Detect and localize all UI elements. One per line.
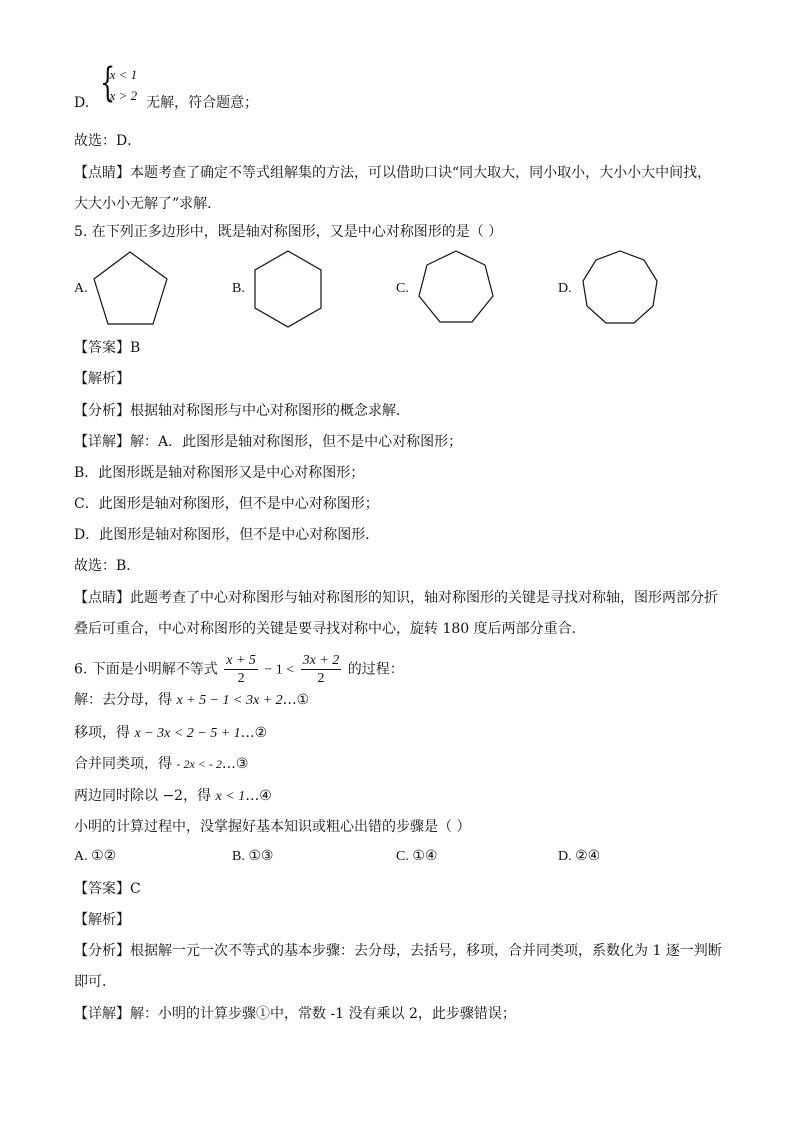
q5-choose: 故选：B． — [74, 558, 141, 574]
q4-option-d-line — [74, 60, 259, 123]
heptagon-figure — [416, 248, 496, 328]
q5-option-b-label: B. — [232, 281, 245, 296]
fraction-2 — [301, 652, 342, 687]
step-math: x − 3x < 2 − 5 + 1 — [134, 726, 241, 741]
q5-fenxi: 【分析】根据轴对称图形与中心对称图形的概念求解． — [74, 403, 410, 419]
step-marker: …① — [282, 692, 310, 708]
inequality-system — [99, 60, 142, 123]
q6-option-a: A. ①② — [74, 849, 117, 864]
brace-icon: { — [99, 60, 115, 106]
fraction-1-denominator: 2 — [237, 671, 245, 686]
step-math: - 2x < - 2 — [176, 757, 222, 771]
step-text: 两边同时除以 −2，得 — [74, 788, 212, 804]
q6-stem-pre: 6. 下面是小明解不等式 — [74, 661, 218, 678]
q5-comment-line-1: 【点睛】此题考查了中心对称图形与轴对称图形的知识，轴对称图形的关键是寻找对称轴，图形两部分折 — [74, 590, 718, 606]
fraction-1-numerator: x + 5 — [226, 653, 256, 668]
q6-analysis-heading: 【解析】 — [74, 912, 130, 928]
q6-stem — [74, 652, 404, 687]
step-marker: …② — [240, 725, 268, 741]
q6-stem-post: 的过程： — [347, 661, 404, 678]
q5-option-d-label: D. — [558, 281, 572, 296]
d-text: 无解，符合题意； — [146, 95, 259, 111]
q6-stem-mid: − 1 < — [264, 662, 295, 678]
fraction-1 — [224, 652, 258, 687]
q5-option-a-label: A. — [74, 281, 88, 296]
hexagon-figure — [252, 248, 324, 328]
q6-question: 小明的计算过程中，没掌握好基本知识或粗心出错的步骤是（ ） — [74, 819, 471, 835]
q6-step-1 — [74, 690, 309, 711]
q6-answer: 【答案】C — [74, 881, 141, 897]
q6-option-c: C. ①④ — [396, 849, 438, 864]
system-top: x < 1 — [109, 67, 138, 82]
q6-fenxi-line-1: 【分析】根据解一元一次不等式的基本步骤：去分母，去括号，移项，合并同类项，系数化为 1 逐一判断 — [74, 943, 722, 959]
q6-fenxi-line-2: 即可． — [74, 974, 116, 990]
step-text: 解：去分母，得 — [74, 692, 172, 708]
q5-detail-a: 【详解】解：A．此图形是轴对称图形，但不是中心对称图形； — [74, 434, 463, 450]
q6-detail: 【详解】解：小明的计算步骤①中，常数 -1 没有乘以 2，此步骤错误； — [74, 1006, 516, 1022]
q6-step-3 — [74, 754, 248, 774]
q5-stem: 5. 在下列正多边形中，既是轴对称图形，又是中心对称图形的是（ ） — [74, 224, 503, 240]
q6-option-d: D. ②④ — [558, 849, 601, 864]
system-bottom: x > 2 — [109, 88, 138, 103]
q5-option-c-label: C. — [396, 281, 409, 296]
step-math: x < 1 — [215, 789, 246, 804]
fraction-2-numerator: 3x + 2 — [302, 653, 340, 668]
q4-choose: 故选：D． — [74, 133, 142, 149]
step-text: 合并同类项，得 — [74, 756, 172, 772]
q5-analysis-heading: 【解析】 — [74, 371, 130, 387]
step-math: x + 5 − 1 < 3x + 2 — [176, 693, 283, 708]
pentagon-figure — [92, 248, 172, 328]
fraction-2-denominator: 2 — [317, 671, 325, 686]
q6-option-b: B. ①③ — [232, 849, 274, 864]
option-label: D. — [74, 95, 90, 111]
q4-comment-line-1: 【点睛】本题考查了确定不等式组解集的方法，可以借助口诀“同大取大，同小取小，大小小大中间找， — [74, 165, 712, 181]
nonagon-figure — [580, 248, 660, 328]
step-marker: …③ — [221, 756, 249, 772]
step-text: 移项，得 — [74, 725, 130, 741]
q4-comment-line-2: 大大小小无解了”求解． — [74, 196, 222, 212]
q5-detail-b: B．此图形既是轴对称图形又是中心对称图形； — [74, 465, 365, 481]
step-marker: …④ — [245, 788, 272, 804]
q5-detail-d: D．此图形是轴对称图形，但不是中心对称图形． — [74, 527, 380, 543]
q5-answer: 【答案】B — [74, 340, 141, 356]
q5-comment-line-2: 叠后可重合，中心对称图形的关键是要寻找对称中心，旋转 180 度后两部分重合． — [74, 621, 586, 637]
q6-step-4 — [74, 786, 272, 807]
q6-step-2 — [74, 723, 267, 744]
q5-detail-c: C．此图形是轴对称图形，但不是中心对称图形； — [74, 496, 379, 512]
